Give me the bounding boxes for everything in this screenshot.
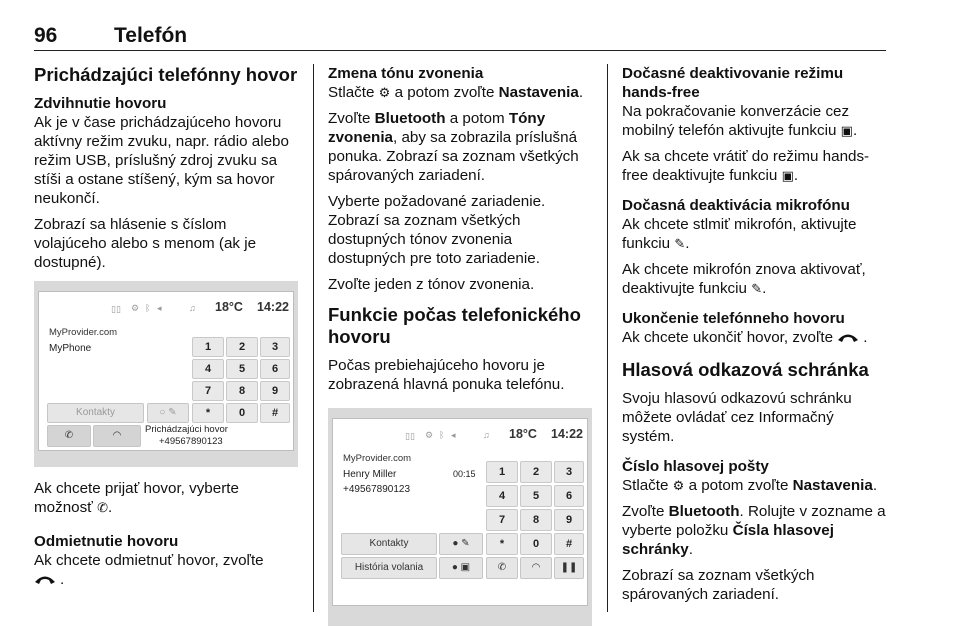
keypad-key[interactable]: * — [486, 533, 518, 555]
incoming-call-info — [145, 424, 228, 448]
subsection-heading: Číslo hlasovej pošty — [622, 458, 769, 475]
temperature: 18°C — [509, 427, 537, 441]
keypad-key[interactable]: 5 — [226, 359, 258, 379]
keypad-key[interactable]: 7 — [192, 381, 224, 401]
subsection-heading: Odmietnutie hovoru — [34, 533, 179, 550]
subsection-heading: Dočasná deaktivácia mikrofónu — [622, 197, 850, 214]
keypad-key[interactable]: 4 — [486, 485, 518, 507]
column-3 — [622, 64, 888, 611]
paragraph: Ak chcete mikrofón znova aktivovať, deaktivujte funkciu ✎. — [622, 261, 866, 297]
status-bar — [39, 292, 293, 320]
call-button[interactable] — [486, 557, 518, 579]
keypad-key[interactable]: 3 — [554, 461, 584, 483]
keypad-key[interactable]: 2 — [226, 337, 258, 357]
page-header — [34, 24, 886, 51]
subsection-heading: Ukončenie telefónneho hovoru — [622, 310, 845, 327]
keypad-key[interactable]: * — [192, 403, 224, 423]
screen — [38, 291, 294, 451]
signal-icon: ▯▯ — [111, 304, 121, 314]
keypad-key[interactable]: 8 — [226, 381, 258, 401]
keypad-key[interactable]: 2 — [520, 461, 552, 483]
phone-hangup-icon: ◠ — [112, 430, 122, 441]
incoming-number: +49567890123 — [159, 436, 223, 447]
paragraph: Ak chcete ukončiť hovor, zvoľte . — [622, 329, 868, 346]
clock: 14:22 — [551, 427, 583, 441]
paragraph: Zvoľte jeden z tónov zvonenia. — [328, 276, 535, 293]
provider-name: MyProvider.com — [49, 327, 118, 338]
keypad-key[interactable]: 9 — [260, 381, 290, 401]
status-bar — [333, 419, 587, 447]
keypad-key[interactable]: 6 — [554, 485, 584, 507]
bluetooth-icon: ᛒ — [439, 430, 445, 440]
paragraph: Ak chcete odmietnuť hovor, zvoľte . — [34, 552, 264, 588]
phone-hangup-icon — [837, 331, 863, 343]
paragraph: Na pokračovanie konverzácie cez mobilný telefón aktivujte funkciu ▣. — [622, 103, 858, 139]
bluetooth-icon: ᛒ — [145, 303, 151, 313]
screenshot-active-call — [328, 408, 592, 626]
keypad-key[interactable]: 6 — [260, 359, 290, 379]
clock: 14:22 — [257, 300, 289, 314]
music-icon: ♫ — [483, 430, 490, 440]
paragraph: Ak chcete prijať hovor, vyberte možnosť ✆. — [34, 480, 239, 516]
paragraph: Počas prebiehajúceho hovoru je zobrazená hlavná ponuka telefónu. — [328, 357, 565, 393]
keypad-key[interactable]: 5 — [520, 485, 552, 507]
caller-name: Henry Miller — [343, 469, 397, 480]
keypad-key[interactable]: 4 — [192, 359, 224, 379]
keypad-key[interactable]: 3 — [260, 337, 290, 357]
keypad-key[interactable]: 1 — [486, 461, 518, 483]
keypad-key[interactable]: 8 — [520, 509, 552, 531]
paragraph: Ak sa chcete vrátiť do režimu hands-free deaktivujte funkciu ▣. — [622, 148, 870, 184]
mic-off-icon: ○ ✎ — [159, 407, 177, 418]
screen — [332, 418, 588, 606]
music-icon: ♫ — [189, 303, 196, 313]
paragraph: Stlačte ⚙ a potom zvoľte Nastavenia. — [622, 477, 878, 494]
keypad-key[interactable]: # — [260, 403, 290, 423]
mute-mic-button[interactable] — [439, 533, 483, 555]
phone-hangup-icon: ◠ — [531, 562, 541, 573]
keypad-key[interactable]: 9 — [554, 509, 584, 531]
mic-off-icon: ● ✎ — [452, 538, 470, 549]
phone-accept-icon: ✆ — [97, 500, 109, 515]
phone-hangup-icon — [34, 573, 60, 585]
contacts-button[interactable]: Kontakty — [47, 403, 144, 423]
call-duration: 00:15 — [453, 469, 476, 479]
handsfree-icon: ▣ — [840, 123, 853, 138]
subsection-heading: Zmena tónu zvonenia — [328, 65, 484, 82]
temperature: 18°C — [215, 300, 243, 314]
phone-name: MyPhone — [49, 343, 92, 354]
pause-icon: ❚❚ — [560, 562, 578, 573]
paragraph: Vyberte požadované zariadenie. Zobrazí sa zoznam všetkých dostupných tónov zvonenia dostupných pre toto zariadenie. — [328, 193, 546, 267]
section-title: Hlasová odkazová schránka — [622, 359, 869, 380]
signal-icon: ▯▯ — [405, 431, 415, 441]
column-divider — [607, 64, 608, 612]
paragraph: Ak chcete stlmiť mikrofón, aktivujte funkciu ✎. — [622, 216, 857, 252]
mute-mic-button[interactable] — [147, 403, 189, 423]
phone-icon: ✆ — [497, 562, 507, 573]
section-title: Prichádzajúci telefónny hovor — [34, 64, 298, 85]
paragraph: Zvoľte Bluetooth. Rolujte v zozname a vyberte položku Čísla hlasovej schránky. — [622, 503, 886, 558]
keypad-key[interactable]: 0 — [226, 403, 258, 423]
paragraph: Ak je v čase prichádzajúceho hovoru aktívny režim zvuku, napr. rádio alebo režim USB, príslušný zdroj zvuku sa stíši a ostane stíšený, kým sa hovor neukončí. — [34, 114, 289, 207]
paragraph: Zobrazí sa zoznam všetkých spárovaných zariadení. — [622, 567, 815, 603]
mic-off-icon: ✎ — [751, 281, 763, 296]
keypad-key[interactable]: 0 — [520, 533, 552, 555]
hold-button[interactable] — [554, 557, 584, 579]
section-title: Funkcie počas telefonického hovoru — [328, 304, 581, 347]
volume-icon: ◂ — [451, 430, 456, 440]
paragraph: Svoju hlasovú odkazovú schránku môžete ovládať cez Informačný systém. — [622, 390, 852, 445]
incoming-label: Prichádzajúci hovor — [145, 424, 228, 435]
paragraph: Zobrazí sa hlásenie s číslom volajúceho alebo s menom (ak je dostupné). — [34, 216, 257, 271]
end-call-button[interactable] — [520, 557, 552, 579]
paragraph: Stlačte ⚙ a potom zvoľte Nastavenia. — [328, 84, 584, 101]
accept-call-button[interactable] — [47, 425, 91, 447]
settings-icon: ⚙ — [378, 85, 391, 100]
mic-off-icon: ✎ — [674, 236, 686, 251]
contacts-button[interactable]: Kontakty — [341, 533, 437, 555]
column-1 — [34, 64, 298, 596]
caller-number: +49567890123 — [343, 484, 411, 495]
column-divider — [313, 64, 314, 612]
provider-name: MyProvider.com — [343, 453, 412, 464]
call-history-button[interactable]: História volania — [341, 557, 437, 579]
keypad-key[interactable]: 7 — [486, 509, 518, 531]
decline-call-button[interactable] — [93, 425, 141, 447]
keypad-key[interactable]: 1 — [192, 337, 224, 357]
keypad-key[interactable]: # — [554, 533, 584, 555]
handsfree-icon: ● ▣ — [451, 562, 471, 573]
handsfree-button[interactable] — [439, 557, 483, 579]
subsection-heading: Zdvihnutie hovoru — [34, 95, 167, 112]
paragraph: Zvoľte Bluetooth a potom Tóny zvonenia, aby sa zobrazila príslušná ponuka. Zobrazí sa zoznam všetkých spárovaných zariadení. — [328, 110, 579, 184]
column-2 — [328, 64, 592, 638]
settings-icon: ⚙ — [672, 478, 685, 493]
subsection-heading: Dočasné deaktivovanie režimu hands-free — [622, 65, 844, 101]
phone-accept-icon: ✆ — [64, 430, 74, 441]
page-number: 96 — [34, 24, 58, 47]
screenshot-incoming-call — [34, 281, 298, 467]
volume-icon: ◂ — [157, 303, 162, 313]
settings-icon: ⚙ — [425, 430, 434, 440]
settings-icon: ⚙ — [131, 303, 140, 313]
handsfree-icon: ▣ — [781, 168, 794, 183]
chapter-title: Telefón — [114, 24, 188, 47]
